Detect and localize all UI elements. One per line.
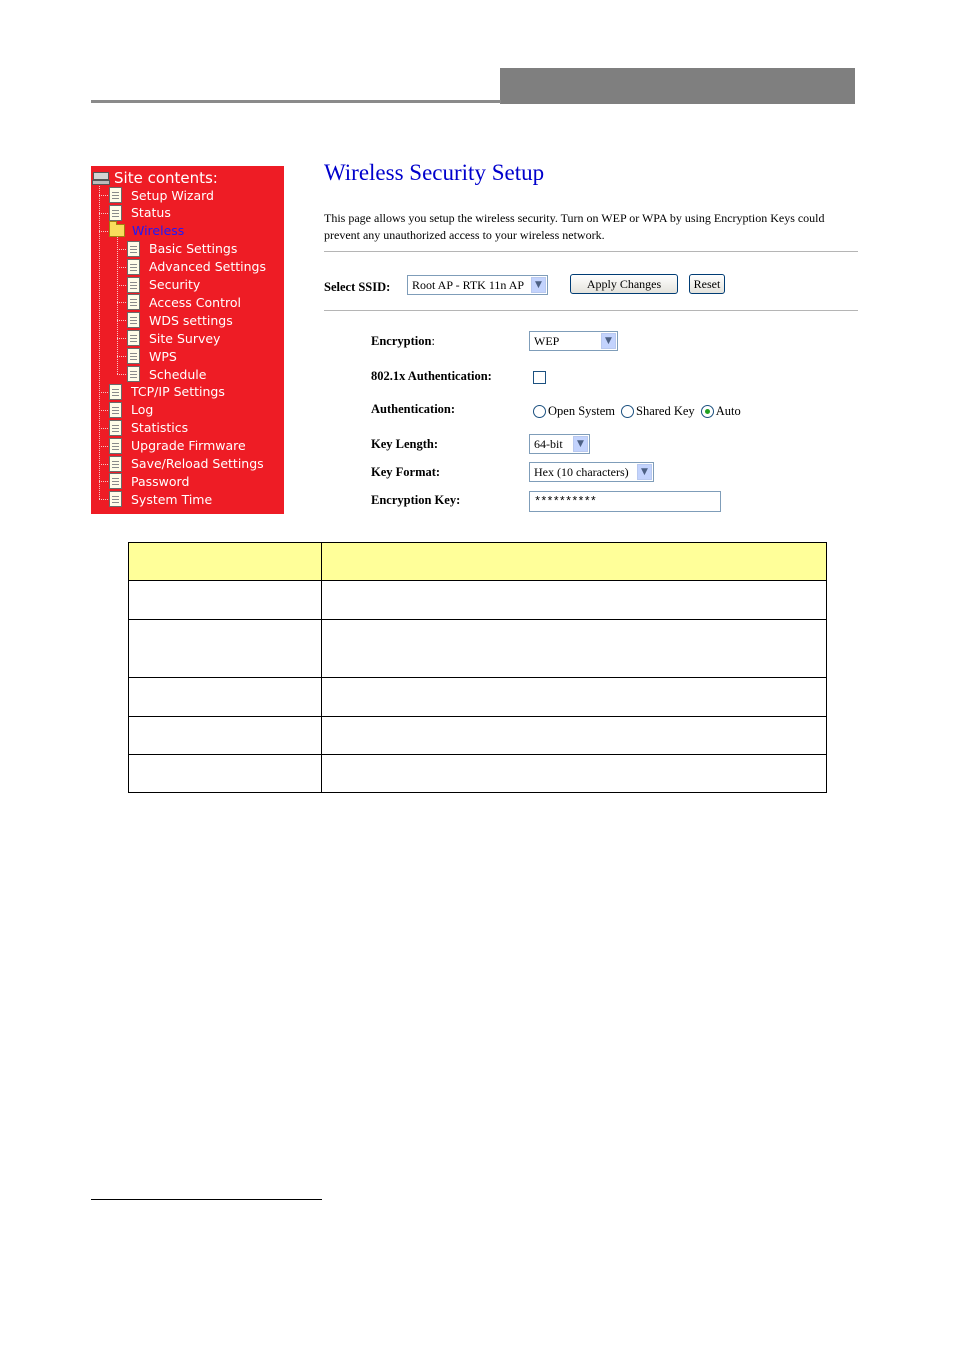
reset-button[interactable]: Reset (689, 274, 725, 294)
sidebar-item-wds-settings[interactable] (127, 311, 233, 329)
table-cell (129, 543, 322, 581)
key-format-value: Hex (10 characters) (534, 464, 629, 479)
chevron-down-icon[interactable]: ▼ (637, 464, 652, 480)
divider (324, 251, 858, 252)
key-length-value: 64-bit (534, 436, 563, 451)
document-icon (109, 187, 122, 203)
sidebar-item-label: Security (149, 277, 201, 292)
sidebar-item-security[interactable] (127, 276, 200, 294)
sidebar-item-label: Access Control (149, 294, 241, 310)
sidebar-item-label: WDS settings (149, 312, 233, 328)
sidebar-item-label: Upgrade Firmware (131, 438, 246, 454)
document-icon (127, 294, 140, 310)
sidebar-item-label: Advanced Settings (149, 259, 266, 275)
sidebar-item-label: TCP/IP Settings (131, 384, 225, 400)
sidebar (91, 166, 284, 514)
sidebar-item-basic-settings[interactable] (127, 240, 237, 258)
table-cell (129, 620, 322, 678)
document-icon (109, 205, 122, 221)
sidebar-item-label: Wireless (132, 223, 185, 239)
sidebar-item-wireless[interactable] (109, 222, 184, 240)
document-icon (127, 277, 140, 293)
sidebar-item-schedule[interactable] (127, 365, 206, 383)
document-icon (109, 473, 122, 489)
key-format-label: Key Format: (371, 465, 441, 479)
sidebar-item-label: Status (131, 205, 171, 221)
header-line (91, 100, 501, 103)
computer-icon (92, 172, 108, 184)
document-icon (109, 491, 122, 507)
radio-label: Shared Key (636, 404, 695, 418)
sidebar-item-label: Site Survey (149, 330, 221, 346)
table-row (129, 620, 827, 678)
document-icon (127, 348, 140, 364)
ssid-label: Select SSID: (324, 280, 391, 294)
document-icon (109, 456, 122, 472)
chevron-down-icon[interactable]: ▼ (573, 436, 588, 452)
page-description: This page allows you setup the wireless security. Turn on WEP or WPA by using Encryption Keys could prevent any unauthorized access to your wireless network. (324, 211, 825, 242)
folder-open-icon (109, 224, 125, 237)
authentication-label: Authentication: (371, 402, 456, 416)
chevron-down-icon[interactable]: ▼ (531, 277, 546, 293)
sidebar-item-access-control[interactable] (127, 293, 241, 311)
radio-open-system[interactable] (533, 405, 546, 418)
document-icon (109, 384, 122, 400)
ssid-value: Root AP - RTK 11n AP (412, 277, 525, 292)
key-length-label: Key Length: (371, 437, 439, 451)
sidebar-item-system-time[interactable] (109, 490, 212, 508)
document-icon (127, 312, 140, 328)
sidebar-item-site-survey[interactable] (127, 329, 220, 347)
radio-label: Open System (548, 404, 616, 418)
sidebar-item-label: Statistics (131, 420, 189, 436)
table-cell (322, 543, 827, 581)
dot1x-label: 802.1x Authentication: (371, 369, 492, 383)
radio-label: Auto (715, 404, 741, 418)
sidebar-item-setup-wizard[interactable] (109, 186, 214, 204)
sidebar-title (91, 168, 218, 188)
sidebar-item-tcp-ip-settings[interactable] (109, 383, 225, 401)
document-icon (127, 366, 140, 382)
document-icon (127, 259, 140, 275)
encryption-select[interactable] (529, 331, 618, 351)
key-length-select[interactable] (529, 434, 590, 454)
table-header-row (129, 543, 827, 581)
sidebar-item-label: Log (131, 402, 154, 418)
encryption-value: WEP (534, 333, 560, 348)
document-icon (127, 241, 140, 257)
table-cell (129, 678, 322, 717)
sidebar-item-label: Setup Wizard (131, 187, 214, 203)
table-cell (322, 620, 827, 678)
table-row (129, 717, 827, 755)
sidebar-item-label: WPS (149, 348, 177, 364)
chevron-down-icon[interactable]: ▼ (601, 333, 616, 349)
table-cell (322, 581, 827, 620)
encryption-label: Encryption: (371, 334, 435, 348)
footnote-line (91, 1199, 322, 1200)
table-row (129, 581, 827, 620)
encryption-key-label: Encryption Key: (371, 493, 461, 507)
document-icon (109, 402, 122, 418)
document-icon (109, 438, 122, 454)
sidebar-title-text: Site contents: (114, 169, 218, 187)
table-row (129, 678, 827, 717)
document-icon (109, 420, 122, 436)
ssid-select[interactable] (407, 275, 548, 295)
table-cell (322, 755, 827, 793)
table-row (129, 755, 827, 793)
sidebar-item-wps[interactable] (127, 347, 177, 365)
sidebar-item-label: Basic Settings (149, 241, 238, 257)
table-cell (129, 581, 322, 620)
header-bar (500, 68, 855, 104)
key-format-select[interactable] (529, 462, 654, 482)
sidebar-item-save-reload-settings[interactable] (109, 455, 264, 473)
table-cell (129, 755, 322, 793)
sidebar-item-log[interactable] (109, 401, 153, 419)
sidebar-item-statistics[interactable] (109, 419, 188, 437)
table-cell (322, 678, 827, 717)
radio-auto[interactable] (701, 405, 714, 418)
dot1x-checkbox[interactable] (533, 371, 546, 384)
authentication-radio-group (533, 404, 747, 419)
sidebar-item-label: Schedule (149, 366, 207, 382)
document-icon (127, 330, 140, 346)
sidebar-item-upgrade-firmware[interactable] (109, 437, 246, 455)
page-title: Wireless Security Setup (324, 160, 545, 185)
sidebar-item-label: System Time (131, 491, 213, 507)
sidebar-item-label: Save/Reload Settings (131, 456, 264, 471)
sidebar-item-label: Password (131, 473, 190, 489)
sidebar-item-password[interactable] (109, 472, 189, 490)
apply-changes-button[interactable]: Apply Changes (570, 274, 678, 294)
sidebar-item-status[interactable] (109, 204, 171, 222)
sidebar-item-advanced-settings[interactable] (127, 258, 266, 276)
divider (324, 310, 858, 311)
parameter-table (128, 542, 827, 793)
radio-shared-key[interactable] (621, 405, 634, 418)
encryption-key-input[interactable]: ********** (529, 491, 721, 512)
table-cell (129, 717, 322, 755)
table-cell (322, 717, 827, 755)
